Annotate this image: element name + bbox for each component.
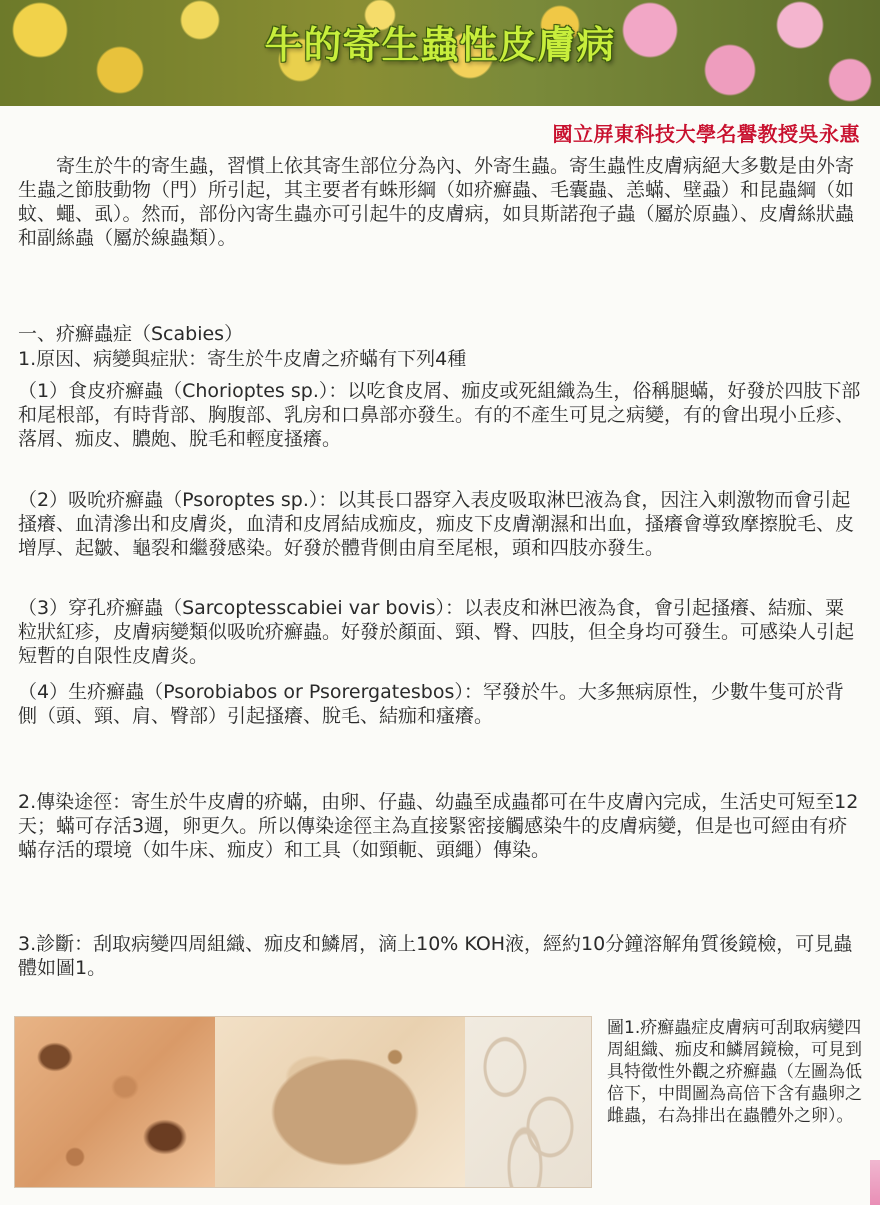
page-edge-decoration [870, 1160, 880, 1205]
micrograph-eggs [465, 1017, 591, 1187]
transmission-paragraph: 2.傳染途徑：寄生於牛皮膚的疥蟎，由卵、仔蟲、幼蟲至成蟲都可在牛皮膚內完成，生活史可短至12天；蟎可存活3週，卵更久。所以傳染途徑主為直接緊密接觸感染牛的皮膚病變，但是也可經由有疥蟎存活的環境（如牛床、痂皮）和工具（如頸軛、頭繩）傳染。 [18, 791, 859, 861]
micrograph-low-power [15, 1017, 215, 1187]
intro-paragraph: 寄生於牛的寄生蟲，習慣上依其寄生部位分為內、外寄生蟲。寄生蟲性皮膚病絕大多數是由外寄生蟲之節肢動物（門）所引起，其主要者有蛛形綱（如疥癬蟲、毛囊蟲、恙蟎、壁蝨）和昆蟲綱（如蚊、蠅、虱）。然而，部份內寄生蟲亦可引起牛的皮膚病，如貝斯諾孢子蟲（屬於原蟲）、皮膚絲狀蟲和副絲蟲（屬於線蟲類）。 [18, 155, 855, 249]
mite-type-2: （2）吸吮疥癬蟲（Psoroptes sp.）：以其長口器穿入表皮吸取淋巴液為食，因注入刺激物而會引起搔癢、血清滲出和皮膚炎，血清和皮屑結成痂皮，痂皮下皮膚潮濕和出血，搔癢會導致摩擦脫毛、皮增厚、起皺、龜裂和繼發感染。好發於體背側由肩至尾根，頭和四肢亦發生。 [18, 489, 855, 559]
diagnosis-paragraph: 3.診斷：刮取病變四周組織、痂皮和鱗屑，滴上10% KOH液，經約10分鐘溶解角質後鏡檢，可見蟲體如圖1。 [18, 933, 853, 979]
mite-type-4: （4）生疥癬蟲（Psorobiabos or Psorergatesbos）：罕發於牛。大多無病原性，少數牛隻可於背側（頭、頸、肩、臀部）引起搔癢、脫毛、結痂和瘙癢。 [18, 681, 844, 727]
header-banner [0, 0, 880, 106]
micrograph-high-power [215, 1017, 465, 1187]
figure-caption: 圖1.疥癬蟲症皮膚病可刮取病變四周組織、痂皮和鱗屑鏡檢，可見到具特徵性外觀之疥癬蟲（左圖為低倍下，中間圖為高倍下含有蟲卵之雌蟲，右為排出在蟲體外之卵）。 [607, 1018, 862, 1126]
mite-type-1: （1）食皮疥癬蟲（Chorioptes sp.）：以吃食皮屑、痂皮或死組織為生，俗稱腿蟎，好發於四肢下部和尾根部，有時背部、胸腹部、乳房和口鼻部亦發生。有的不產生可見之病變，有的會出現小丘疹、落屑、痂皮、膿皰、脫毛和輕度搔癢。 [18, 380, 861, 450]
mite-type-3: （3）穿孔疥癬蟲（Sarcoptesscabiei var bovis）：以表皮和淋巴液為食，會引起搔癢、結痂、粟粒狀紅疹，皮膚病變類似吸吮疥癬蟲。好發於顏面、頸、臀、四肢，但全身均可發生。可感染人引起短暫的自限性皮膚炎。 [18, 597, 855, 667]
figure-micrographs [14, 1016, 592, 1188]
section-heading: 一、疥癬蟲症（Scabies） [18, 323, 244, 345]
author-line: 國立屏東科技大學名譽教授吳永惠 [552, 122, 860, 146]
cause-subheading: 1.原因、病變與症狀：寄生於牛皮膚之疥蟎有下列4種 [18, 348, 467, 370]
page-title: 牛的寄生蟲性皮膚病 [264, 23, 616, 67]
